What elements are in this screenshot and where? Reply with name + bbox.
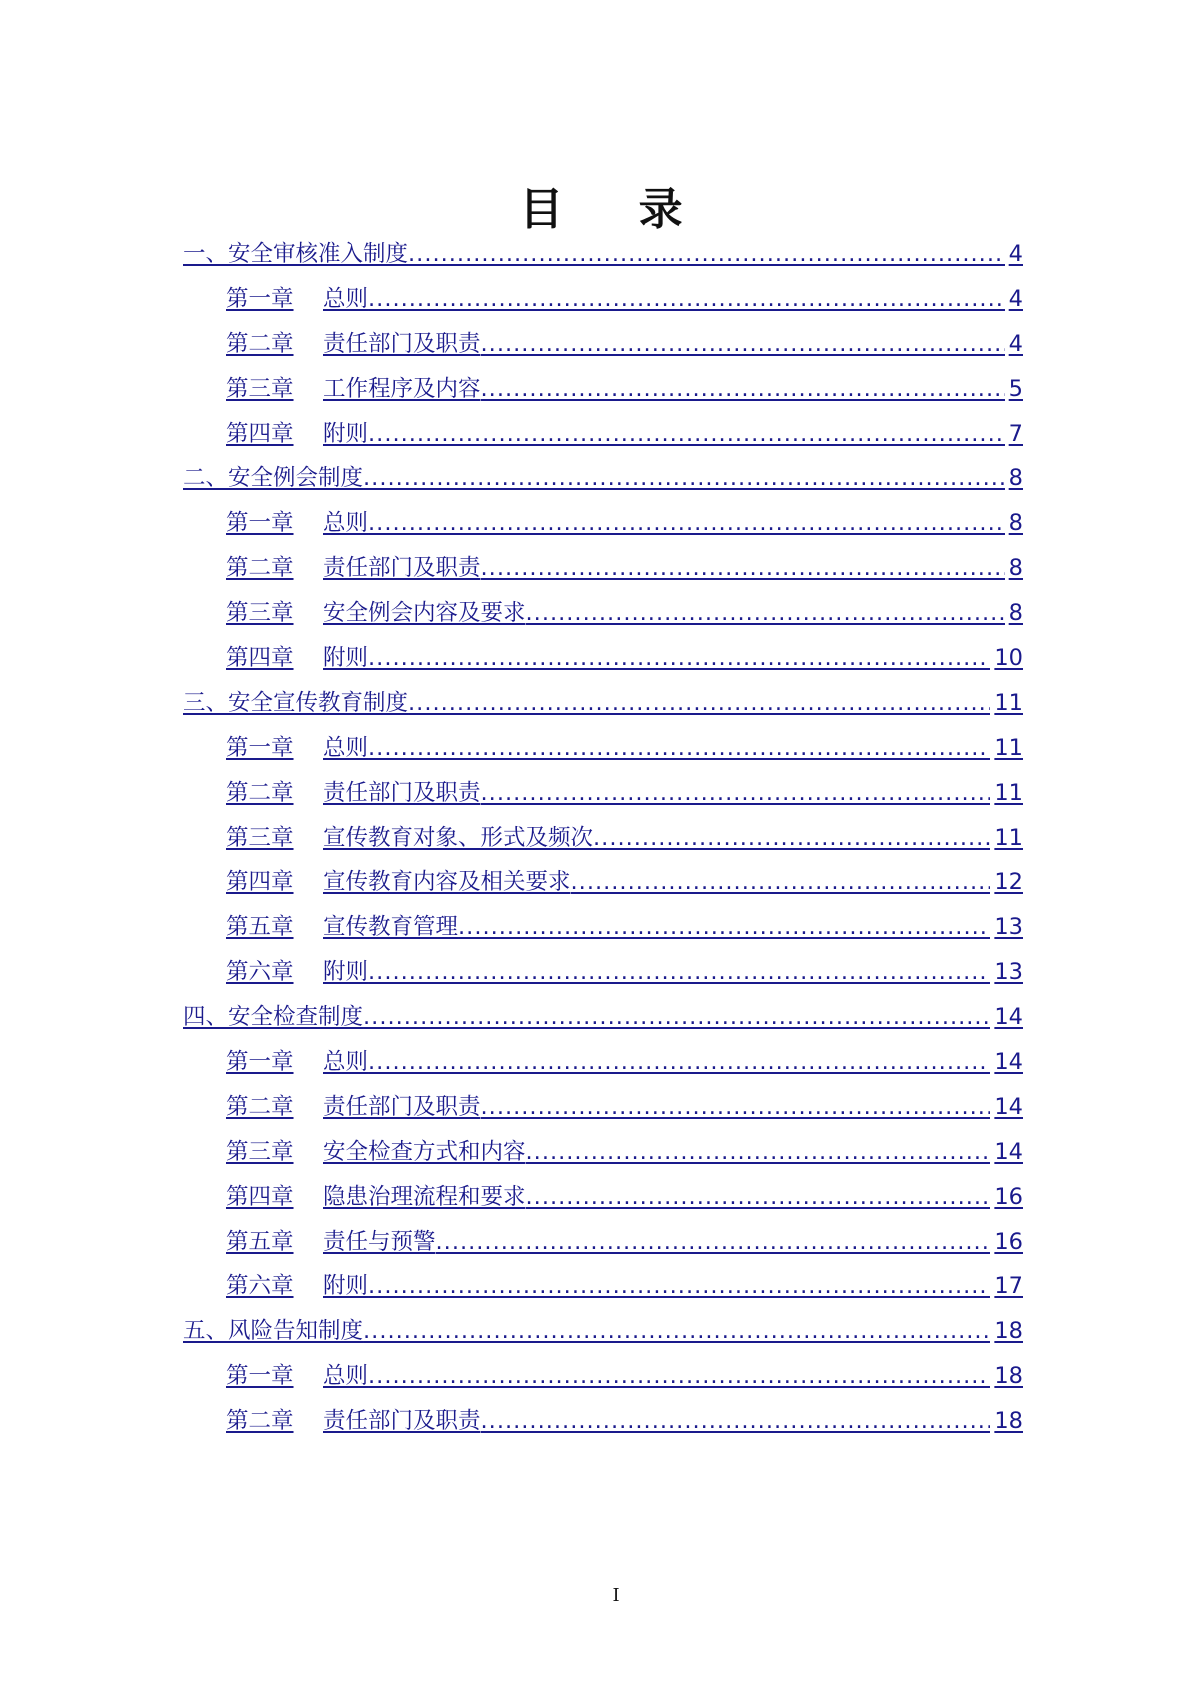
toc-chapter-number: 第三章: [226, 824, 294, 851]
toc-page-number: 8: [1008, 510, 1023, 537]
toc-entry-label: 附则: [323, 959, 369, 986]
toc-chapter-link[interactable]: [183, 726, 1023, 771]
toc-chapter-link[interactable]: [183, 1264, 1023, 1309]
toc-page-number: 18: [994, 1318, 1023, 1345]
toc-chapter-link[interactable]: [183, 546, 1023, 591]
toc-chapter-number: 第二章: [226, 779, 294, 806]
toc-chapter-number: 第二章: [226, 330, 294, 357]
toc-entry-title: [226, 816, 593, 861]
toc-entry-title: [226, 322, 481, 367]
toc-dot-leader: [481, 1399, 991, 1444]
toc-entry-title: [183, 995, 363, 1040]
toc-page-number: 10: [994, 645, 1023, 672]
toc-dot-leader: [368, 412, 1005, 457]
toc-entry-label: 附则: [323, 420, 369, 447]
toc-page-number: 14: [994, 1049, 1023, 1076]
toc-section-link[interactable]: [183, 456, 1023, 501]
toc-chapter-number: 第三章: [226, 600, 294, 627]
toc-entry-label: 宣传教育管理: [323, 914, 459, 941]
toc-dot-leader: [526, 1175, 991, 1220]
toc-entry-label: 附则: [323, 645, 369, 672]
toc-dot-leader: [481, 546, 1005, 591]
toc-chapter-link[interactable]: [183, 1354, 1023, 1399]
toc-chapter-link[interactable]: [183, 412, 1023, 457]
toc-entry-label: 总则: [323, 285, 369, 312]
toc-chapter-number: 第二章: [226, 1093, 294, 1120]
toc-chapter-link[interactable]: [183, 1130, 1023, 1175]
toc-entry-title: [226, 771, 481, 816]
toc-entry-label: 二、安全例会制度: [183, 465, 364, 492]
toc-chapter-link[interactable]: [183, 367, 1023, 412]
toc-dot-leader: [408, 681, 990, 726]
toc-entry-title: [226, 1399, 481, 1444]
toc-dot-leader: [436, 1220, 991, 1265]
toc-entry-title: [226, 726, 368, 771]
toc-entry-title: [226, 277, 368, 322]
toc-dot-leader: [368, 501, 1005, 546]
toc-chapter-link[interactable]: [183, 1085, 1023, 1130]
toc-page-number: 14: [994, 1093, 1023, 1120]
toc-section-link[interactable]: [183, 1309, 1023, 1354]
toc-page-number: 11: [994, 779, 1023, 806]
toc-dot-leader: [408, 232, 1005, 277]
toc-page-number: 13: [994, 959, 1023, 986]
toc-chapter-link[interactable]: [183, 322, 1023, 367]
toc-dot-leader: [368, 636, 990, 681]
toc-dot-leader: [363, 1309, 990, 1354]
toc-chapter-number: 第一章: [226, 510, 294, 537]
toc-chapter-number: 第三章: [226, 375, 294, 402]
toc-chapter-number: 第四章: [226, 420, 294, 447]
toc-entry-title: [226, 1040, 368, 1085]
toc-chapter-link[interactable]: [183, 771, 1023, 816]
toc-entry-label: 责任部门及职责: [323, 779, 481, 806]
toc-page-number: 16: [994, 1228, 1023, 1255]
toc-chapter-link[interactable]: [183, 816, 1023, 861]
toc-chapter-link[interactable]: [183, 1175, 1023, 1220]
toc-entry-label: 三、安全宣传教育制度: [183, 689, 409, 716]
toc-entry-label: 责任部门及职责: [323, 555, 481, 582]
toc-entry-label: 总则: [323, 734, 369, 761]
toc-dot-leader: [481, 771, 991, 816]
toc-page-number: 14: [994, 1004, 1023, 1031]
toc-page-number: 17: [994, 1273, 1023, 1300]
toc-page-number: 8: [1008, 555, 1023, 582]
page-title: 目 录: [519, 184, 713, 235]
toc-entry-label: 责任部门及职责: [323, 1408, 481, 1435]
toc-entry-label: 安全例会内容及要求: [323, 600, 526, 627]
toc-dot-leader: [368, 1354, 990, 1399]
toc-entry-title: [226, 905, 458, 950]
toc-chapter-number: 第四章: [226, 645, 294, 672]
toc-chapter-number: 第六章: [226, 1273, 294, 1300]
toc-dot-leader: [593, 816, 990, 861]
toc-entry-title: [226, 1085, 481, 1130]
toc-chapter-link[interactable]: [183, 1399, 1023, 1444]
toc-entry-title: [226, 546, 481, 591]
toc-chapter-number: 第二章: [226, 555, 294, 582]
toc-chapter-number: 第二章: [226, 1408, 294, 1435]
toc-page-number: 11: [994, 689, 1023, 716]
toc-page-number: 12: [994, 869, 1023, 896]
toc-entry-title: [226, 1220, 436, 1265]
table-of-contents: [183, 232, 1023, 1444]
toc-entry-label: 责任部门及职责: [323, 1093, 481, 1120]
toc-chapter-link[interactable]: [183, 905, 1023, 950]
toc-entry-title: [183, 456, 363, 501]
toc-entry-title: [226, 860, 571, 905]
toc-page-number: 4: [1008, 241, 1023, 267]
toc-entry-title: [226, 591, 526, 636]
toc-chapter-number: 第一章: [226, 285, 294, 312]
toc-entry-label: 安全检查方式和内容: [323, 1138, 526, 1165]
toc-entry-label: 责任与预警: [323, 1228, 436, 1255]
toc-chapter-link[interactable]: [183, 636, 1023, 681]
toc-page-number: 16: [994, 1183, 1023, 1210]
toc-entry-title: [226, 367, 481, 412]
toc-page-number: 4: [1008, 330, 1023, 357]
toc-chapter-number: 第五章: [226, 914, 294, 941]
toc-entry-label: 一、安全审核准入制度: [183, 241, 409, 267]
toc-chapter-number: 第三章: [226, 1138, 294, 1165]
toc-dot-leader: [526, 591, 1005, 636]
toc-chapter-link[interactable]: [183, 1040, 1023, 1085]
toc-entry-title: [226, 950, 368, 995]
toc-entry-label: 宣传教育对象、形式及频次: [323, 824, 594, 851]
toc-entry-label: 附则: [323, 1273, 369, 1300]
toc-page-number: 5: [1008, 375, 1023, 402]
toc-chapter-number: 第四章: [226, 869, 294, 896]
toc-dot-leader: [363, 995, 990, 1040]
toc-page-number: 8: [1008, 465, 1023, 492]
toc-page-number: 18: [994, 1363, 1023, 1390]
toc-entry-title: [226, 1130, 526, 1175]
toc-entry-title: [226, 501, 368, 546]
toc-entry-label: 四、安全检查制度: [183, 1004, 364, 1031]
toc-chapter-number: 第一章: [226, 1049, 294, 1076]
toc-chapter-number: 第六章: [226, 959, 294, 986]
toc-entry-label: 工作程序及内容: [323, 375, 481, 402]
toc-section-link[interactable]: [183, 232, 1023, 277]
toc-chapter-number: 第一章: [226, 1363, 294, 1390]
toc-page-number: 11: [994, 734, 1023, 761]
toc-entry-title: [183, 1309, 363, 1354]
toc-dot-leader: [458, 905, 990, 950]
toc-page-number: 14: [994, 1138, 1023, 1165]
toc-dot-leader: [368, 1264, 990, 1309]
toc-entry-title: [183, 681, 408, 726]
toc-page-number: 18: [994, 1408, 1023, 1435]
toc-entry-label: 责任部门及职责: [323, 330, 481, 357]
toc-dot-leader: [571, 860, 991, 905]
toc-chapter-link[interactable]: [183, 277, 1023, 322]
toc-chapter-link[interactable]: [183, 501, 1023, 546]
toc-dot-leader: [368, 726, 990, 771]
toc-page-number: 4: [1008, 285, 1023, 312]
toc-entry-label: 隐患治理流程和要求: [323, 1183, 526, 1210]
toc-dot-leader: [368, 950, 990, 995]
toc-dot-leader: [526, 1130, 991, 1175]
toc-chapter-link[interactable]: [183, 950, 1023, 995]
toc-entry-label: 总则: [323, 510, 369, 537]
toc-dot-leader: [363, 456, 1005, 501]
page-number: I: [612, 1585, 620, 1606]
toc-dot-leader: [481, 322, 1005, 367]
toc-entry-title: [226, 412, 368, 457]
toc-dot-leader: [481, 1085, 991, 1130]
toc-dot-leader: [481, 367, 1005, 412]
toc-entry-label: 总则: [323, 1363, 369, 1390]
toc-entry-label: 总则: [323, 1049, 369, 1076]
toc-entry-title: [226, 1175, 526, 1220]
toc-page-number: 7: [1008, 420, 1023, 447]
toc-entry-title: [183, 232, 408, 277]
toc-chapter-number: 第四章: [226, 1183, 294, 1210]
toc-chapter-number: 第五章: [226, 1228, 294, 1255]
toc-page-number: 11: [994, 824, 1023, 851]
toc-chapter-link[interactable]: [183, 860, 1023, 905]
toc-page-number: 8: [1008, 600, 1023, 627]
toc-dot-leader: [368, 277, 1005, 322]
toc-chapter-link[interactable]: [183, 1220, 1023, 1265]
toc-entry-title: [226, 1264, 368, 1309]
toc-entry-title: [226, 636, 368, 681]
toc-entry-label: 宣传教育内容及相关要求: [323, 869, 571, 896]
toc-dot-leader: [368, 1040, 990, 1085]
toc-chapter-link[interactable]: [183, 591, 1023, 636]
toc-entry-label: 五、风险告知制度: [183, 1318, 364, 1345]
toc-entry-title: [226, 1354, 368, 1399]
toc-section-link[interactable]: [183, 681, 1023, 726]
toc-section-link[interactable]: [183, 995, 1023, 1040]
toc-page-number: 13: [994, 914, 1023, 941]
toc-chapter-number: 第一章: [226, 734, 294, 761]
